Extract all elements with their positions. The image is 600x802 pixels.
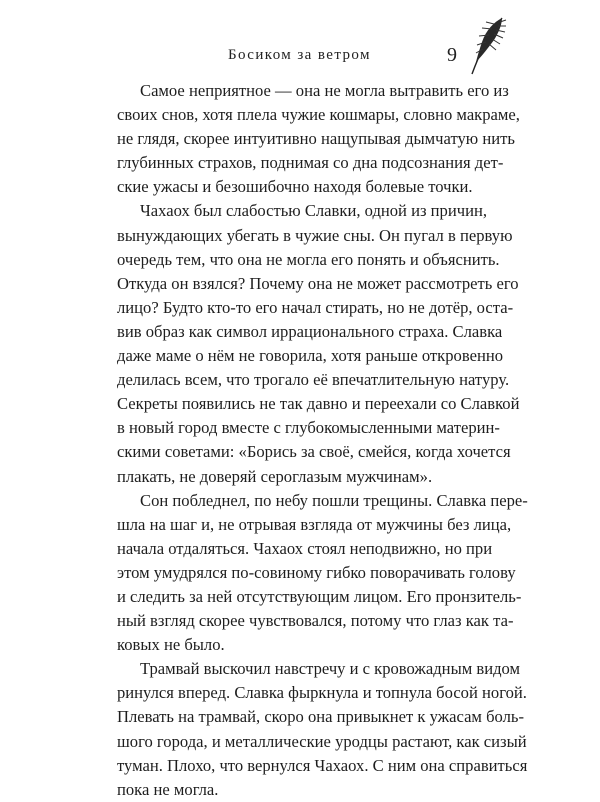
text-line: Чахаох был слабостью Славки, одной из причин, [140,201,487,221]
text-line: делилась всем, что трогало её впечатлительную натуру. [117,370,510,390]
paragraph-1 [117,79,520,199]
body-text [117,79,528,802]
text-line: Откуда он взялся? Почему она не может рассмотреть его [117,273,519,293]
text-line: очередь тем, что она не могла его понять и объяснить. [117,249,500,269]
text-line: начала отдаляться. Чахаох стоял неподвижно, но при [117,538,493,558]
paragraph-2 [117,199,520,488]
text-line: вынуждающих убегать в чужие сны. Он пугал в первую [117,225,513,245]
text-line: ские ужасы и безошибочно находя болевые точки. [117,177,473,197]
text-line: шла на шаг и, не отрывая взгляда от мужчины без лица, [117,514,512,534]
text-line: своих снов, хотя плела чужие кошмары, словно макраме, [117,105,520,125]
text-line: ковых не было. [117,635,225,655]
text-line: вив образ как символ иррационального страха. Славка [117,321,503,341]
text-line: в новый город вместе с глубокомысленными материн- [117,418,500,438]
text-line: ный взгляд скорее чувствовался, потому что глаз как та- [117,611,514,631]
page-header [0,44,600,70]
text-line: Плевать на трамвай, скоро она привыкнет к ужасам боль- [117,707,524,727]
text-line: Трамвай выскочил навстречу и с кровожадным видом [140,659,521,679]
text-line: шого города, и металлические уродцы растают, как сизый [117,731,527,751]
text-line: Сон побледнел, по небу пошли трещины. Славка пере- [140,490,528,510]
text-line: скими советами: «Борись за своё, смейся, когда хочется [117,442,511,462]
text-line: не глядя, скорее интуитивно нащупывая дымчатую нить [117,129,515,149]
paragraph-3 [117,489,528,658]
text-line: даже маме о нём не говорила, хотя раньше откровенно [117,346,503,366]
feather-icon [464,14,508,76]
text-line: Секреты появились не так давно и переехали со Славкой [117,394,520,414]
text-line: этом умудрялся по-совиному гибко поворачивать голову [117,562,516,582]
text-line: пока не могла. [117,779,219,799]
running-title: Босиком за ветром [228,47,371,63]
text-line: и следить за ней отсутствующим лицом. Его пронзитель- [117,586,522,606]
paragraph-4 [117,657,528,802]
page-number: 9 [447,44,457,66]
text-line: ринулся вперед. Славка фыркнула и топнула босой ногой. [117,683,527,703]
text-line: Самое неприятное — она не могла вытравить его из [140,81,509,100]
text-line: плакать, не доверяй сероглазым мужчинам». [117,466,433,486]
text-line: туман. Плохо, что вернулся Чахаох. С ним она справиться [117,755,528,775]
text-line: глубинных страхов, поднимая со дна подсознания дет- [117,153,504,173]
text-line: лицо? Будто кто-то его начал стирать, но не дотёр, оста- [117,297,514,317]
